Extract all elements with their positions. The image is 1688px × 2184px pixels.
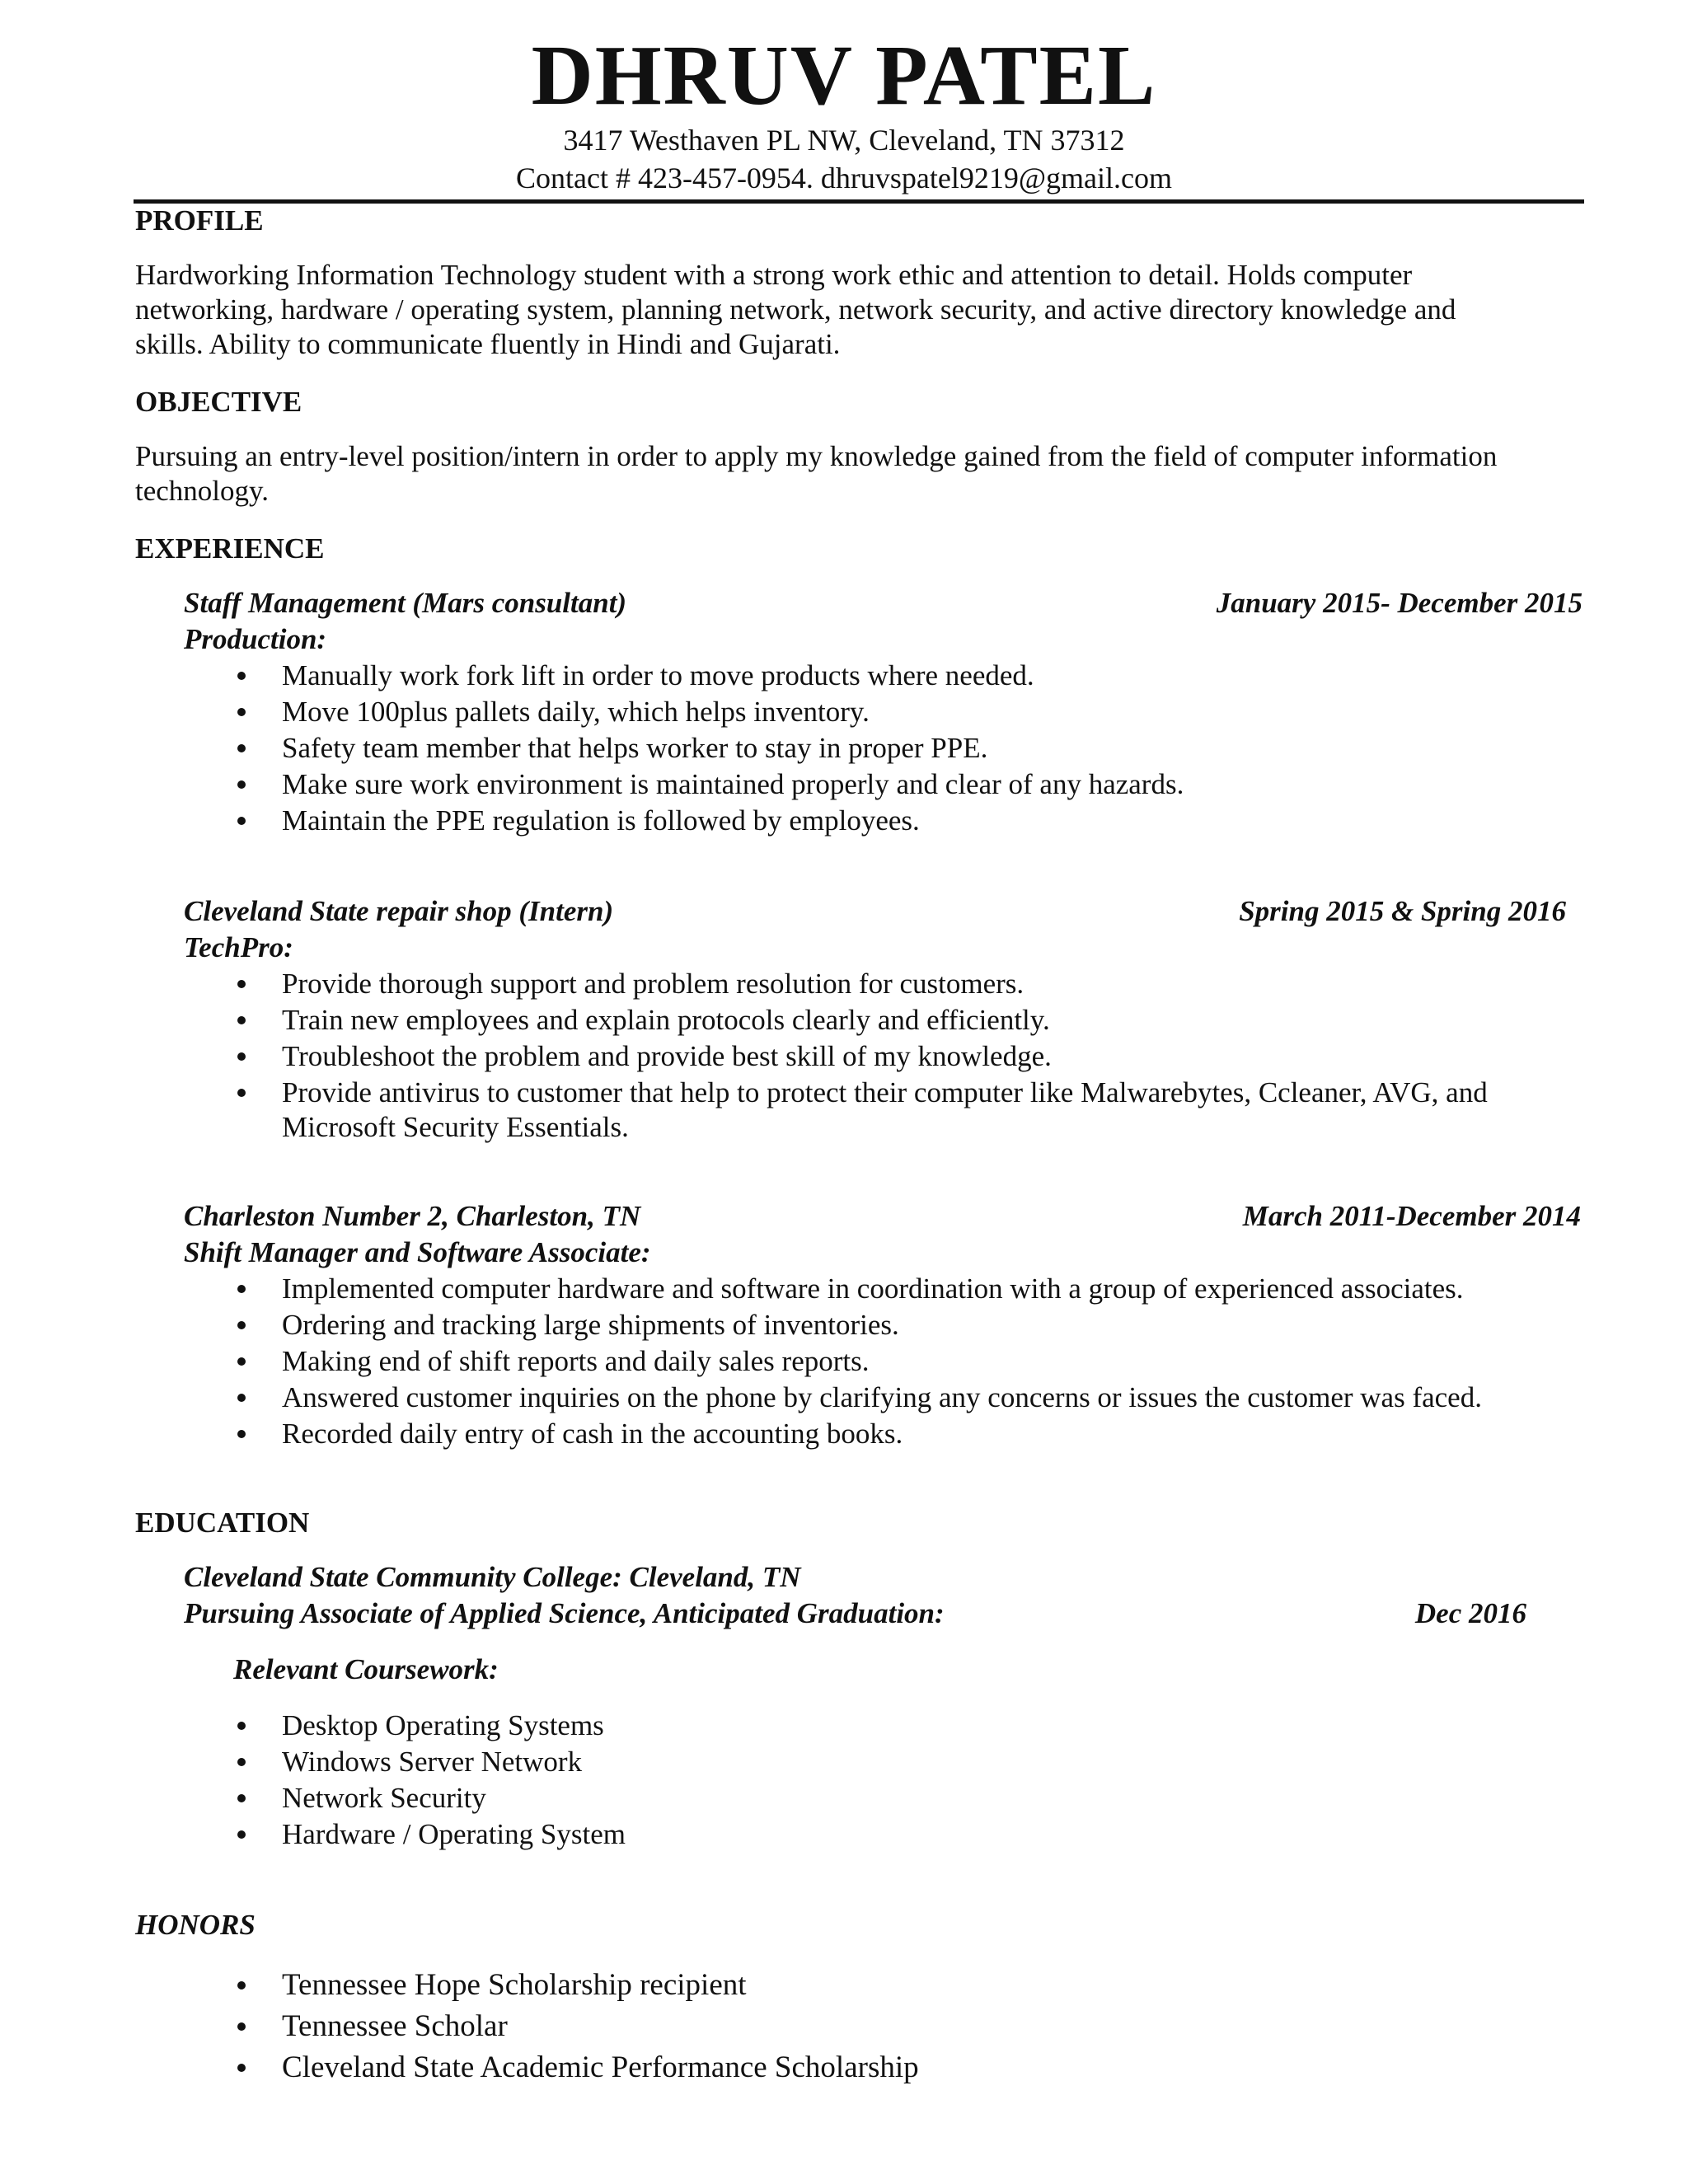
bullet-icon [237,1357,246,1366]
bullet-icon [237,980,246,988]
bullet-icon [237,1394,246,1402]
bullet-icon [237,2064,246,2072]
list-item: Tennessee Hope Scholarship recipient [282,1968,747,2002]
list-item: Provide antivirus to customer that help to protect their computer like Malwarebytes, Ccleaner, AVG, and [282,1076,1488,1108]
job-dates: January 2015- December 2015 [1216,587,1582,619]
bullet-icon [237,1089,246,1097]
bullet-icon [237,817,246,825]
job-dates: Spring 2015 & Spring 2016 [1239,895,1566,927]
bullet-icon [237,1758,246,1766]
list-item: Provide thorough support and problem resolution for customers. [282,968,1025,1000]
bullet-icon [237,1830,246,1839]
list-item: Implemented computer hardware and software in coordination with a group of experienced associates. [282,1272,1464,1305]
bullet-icon [237,1981,246,1990]
objective-line: technology. [135,475,269,507]
job-role: Shift Manager and Software Associate: [184,1236,651,1268]
list-item: Make sure work environment is maintained properly and clear of any hazards. [282,768,1184,800]
bullet-icon [237,1016,246,1024]
list-item: Move 100plus pallets daily, which helps inventory. [282,696,870,728]
list-item: Manually work fork lift in order to move products where needed. [282,659,1034,691]
coursework-label: Relevant Coursework: [233,1653,499,1685]
school-name: Cleveland State Community College: Cleveland, TN [184,1561,801,1593]
address: 3417 Westhaven PL NW, Cleveland, TN 37312 [563,124,1125,157]
job-dates: March 2011-December 2014 [1242,1200,1581,1232]
objective-heading: OBJECTIVE [135,386,302,418]
job-employer: Staff Management (Mars consultant) [184,587,627,619]
bullet-icon [237,2022,246,2031]
list-item: Answered customer inquiries on the phone by clarifying any concerns or issues the customer was faced. [282,1381,1482,1413]
list-item: Tennessee Scholar [282,2009,508,2043]
profile-line: skills. Ability to communicate fluently in Hindi and Gujarati. [135,328,841,360]
job-employer: Cleveland State repair shop (Intern) [184,895,614,927]
header-divider [134,199,1584,204]
list-item: Making end of shift reports and daily sales reports. [282,1345,870,1377]
list-item: Desktop Operating Systems [282,1709,604,1741]
bullet-icon [237,1285,246,1293]
education-heading: EDUCATION [135,1507,310,1539]
list-item: Maintain the PPE regulation is followed by employees. [282,804,920,837]
bullet-icon [237,1321,246,1329]
degree: Pursuing Associate of Applied Science, Anticipated Graduation: [184,1597,945,1629]
bullet-icon [237,1722,246,1730]
list-item: Network Security [282,1782,486,1814]
list-item: Troubleshoot the problem and provide best skill of my knowledge. [282,1040,1052,1072]
candidate-name: DHRUV PATEL [531,28,1157,123]
honors-heading: HONORS [135,1909,256,1941]
experience-heading: EXPERIENCE [135,532,325,565]
job-employer: Charleston Number 2, Charleston, TN [184,1200,641,1232]
bullet-icon [237,744,246,752]
bullet-icon [237,672,246,680]
bullet-icon [237,1052,246,1061]
list-item: Cleveland State Academic Performance Scholarship [282,2050,919,2084]
bullet-icon [237,1430,246,1438]
list-item: Ordering and tracking large shipments of inventories. [282,1309,899,1341]
bullet-icon [237,780,246,789]
list-item: Train new employees and explain protocols clearly and efficiently. [282,1004,1050,1036]
objective-line: Pursuing an entry-level position/intern in order to apply my knowledge gained from the field of computer information [135,440,1498,472]
job-role: TechPro: [184,931,293,963]
list-item: Windows Server Network [282,1746,583,1778]
profile-line: Hardworking Information Technology student with a strong work ethic and attention to detail. Holds computer [135,259,1413,291]
contact-line: Contact # 423-457-0954. dhruvspatel9219@gmail.com [515,162,1173,194]
profile-line: networking, hardware / operating system, planning network, network security, and active directory knowledge and [135,293,1456,326]
list-item: Hardware / Operating System [282,1818,626,1850]
job-role: Production: [184,623,327,655]
bullet-icon [237,708,246,716]
profile-heading: PROFILE [135,204,264,237]
list-item: Safety team member that helps worker to stay in proper PPE. [282,732,988,764]
list-item-continuation: Microsoft Security Essentials. [282,1111,629,1143]
graduation-date: Dec 2016 [1414,1597,1526,1629]
list-item: Recorded daily entry of cash in the accounting books. [282,1418,903,1450]
bullet-icon [237,1794,246,1802]
